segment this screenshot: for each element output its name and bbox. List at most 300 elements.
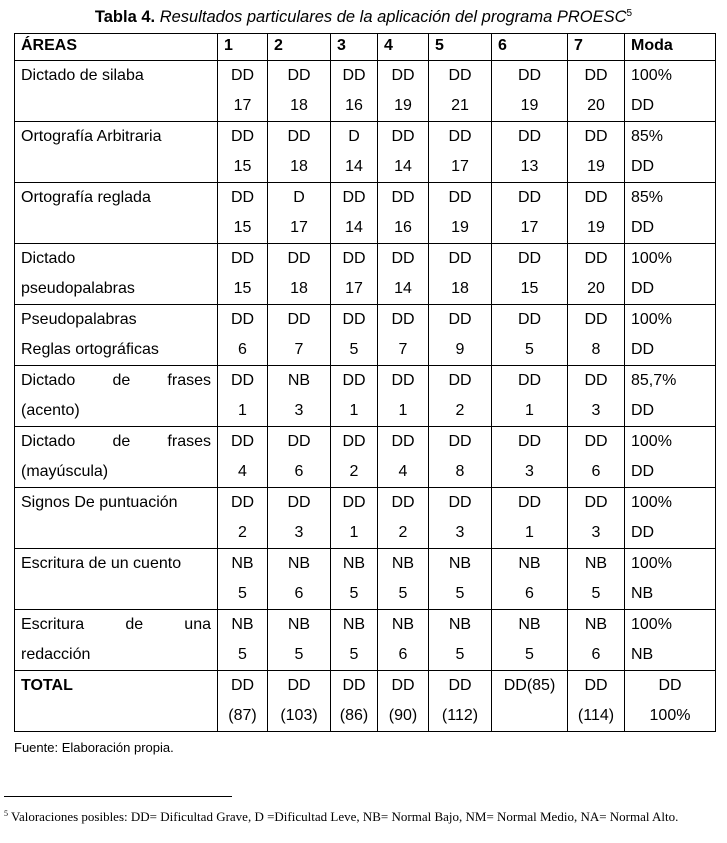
area-label-line: Dictado de frases <box>21 372 211 389</box>
cell-line: NB <box>584 616 608 633</box>
caption-separator: . <box>150 8 156 26</box>
value-cell <box>331 427 378 488</box>
table-row <box>15 549 716 610</box>
cell-line: DD <box>584 67 608 84</box>
total-value-cell <box>568 671 625 732</box>
cell-line: 6 <box>238 341 247 358</box>
cell-line: DD <box>287 677 311 694</box>
cell-line: DD <box>391 433 415 450</box>
cell-line: DD <box>517 189 542 206</box>
cell-line: 20 <box>587 280 605 297</box>
value-cell <box>378 427 429 488</box>
cell-line: DD <box>448 67 472 84</box>
cell-line: DD <box>584 128 608 145</box>
cell-line: 18 <box>290 97 308 114</box>
cell-line: DD <box>584 494 608 511</box>
value-cell <box>568 549 625 610</box>
cell-line: D <box>348 128 360 145</box>
cell-line: 4 <box>398 463 408 480</box>
area-cell <box>15 183 218 244</box>
cell-line: DD <box>517 128 542 145</box>
cell-line: DD <box>391 189 415 206</box>
total-value-cell <box>492 671 568 732</box>
value-cell <box>492 366 568 427</box>
value-cell <box>268 610 331 671</box>
cell-line: DD <box>448 372 472 389</box>
cell-line: DD <box>658 677 682 694</box>
source-note: Fuente: Elaboración propia. <box>14 740 174 755</box>
cell-line: 17 <box>451 158 469 175</box>
cell-line: DD <box>631 402 655 419</box>
cell-line: 1 <box>525 402 534 419</box>
cell-line: DD <box>448 128 472 145</box>
area-label-line: Escritura de una <box>21 616 211 633</box>
cell-line: DD <box>448 677 472 694</box>
table-row <box>15 610 716 671</box>
value-cell <box>268 305 331 366</box>
cell-line: NB <box>342 616 366 633</box>
cell-line: DD <box>230 677 255 694</box>
table-row <box>15 366 716 427</box>
value-cell <box>429 305 492 366</box>
cell-line: DD <box>342 189 366 206</box>
total-row <box>15 671 716 732</box>
area-label-line: (mayúscula) <box>21 463 109 480</box>
value-cell <box>331 305 378 366</box>
cell-line: (86) <box>339 707 369 724</box>
cell-line: 2 <box>349 463 359 480</box>
table-body <box>15 61 716 732</box>
value-cell <box>429 427 492 488</box>
cell-line: DD(85) <box>503 677 556 694</box>
cell-line: DD <box>517 494 542 511</box>
table-row <box>15 244 716 305</box>
value-cell <box>331 610 378 671</box>
cell-line: 3 <box>294 402 304 419</box>
cell-line: 5 <box>349 646 359 663</box>
area-label-line: Dictado <box>21 250 76 267</box>
cell-line: 85% <box>631 189 664 206</box>
cell-line: 1 <box>398 402 408 419</box>
cell-line: DD <box>230 311 255 328</box>
area-label-line: Ortografía Arbitraria <box>21 128 162 145</box>
value-cell <box>378 549 429 610</box>
value-cell <box>331 122 378 183</box>
area-cell <box>15 122 218 183</box>
cell-line: 5 <box>238 646 247 663</box>
cell-line: (114) <box>577 707 615 724</box>
area-label-line: Escritura de un cuento <box>21 555 182 572</box>
cell-line: 5 <box>398 585 408 602</box>
header-row <box>15 34 716 61</box>
area-cell <box>15 305 218 366</box>
total-label: TOTAL <box>15 671 218 732</box>
cell-line: DD <box>230 433 255 450</box>
cell-line: NB <box>631 646 654 663</box>
cell-line: DD <box>287 494 311 511</box>
moda-cell <box>625 488 716 549</box>
moda-cell <box>625 61 716 122</box>
header-col-1: 1 <box>218 34 268 61</box>
value-cell <box>568 122 625 183</box>
value-cell <box>218 427 268 488</box>
cell-line: 16 <box>394 219 412 236</box>
cell-line: DD <box>342 433 366 450</box>
cell-line: 17 <box>520 219 539 236</box>
header-areas: ÁREAS <box>15 34 218 61</box>
table-row <box>15 488 716 549</box>
cell-line: DD <box>584 433 608 450</box>
value-cell <box>492 305 568 366</box>
cell-line: 19 <box>451 219 469 236</box>
cell-line: 5 <box>591 585 601 602</box>
value-cell <box>378 488 429 549</box>
cell-line: 3 <box>525 463 534 480</box>
caption-label: Tabla 4 <box>94 8 151 26</box>
cell-line: 6 <box>294 585 304 602</box>
cell-line: 21 <box>451 97 469 114</box>
results-table <box>14 33 716 732</box>
value-cell <box>568 610 625 671</box>
value-cell <box>429 610 492 671</box>
cell-line: DD <box>391 128 415 145</box>
value-cell <box>568 366 625 427</box>
cell-line: 7 <box>294 341 304 358</box>
value-cell <box>218 183 268 244</box>
cell-line: 1 <box>349 524 359 541</box>
cell-line: 5 <box>349 341 359 358</box>
area-spacer <box>21 579 211 609</box>
cell-line: DD <box>391 311 415 328</box>
value-cell <box>378 366 429 427</box>
cell-line: DD <box>391 677 415 694</box>
cell-line: 3 <box>455 524 465 541</box>
cell-line: 6 <box>591 463 601 480</box>
cell-line: DD <box>230 250 255 267</box>
area-label-line: Pseudopalabras <box>21 311 137 328</box>
cell-line: DD <box>230 372 255 389</box>
cell-line: DD <box>342 250 366 267</box>
cell-line: DD <box>230 189 255 206</box>
area-label-line: pseudopalabras <box>21 280 135 297</box>
area-cell <box>15 244 218 305</box>
total-value-cell <box>268 671 331 732</box>
cell-line: 17 <box>233 97 252 114</box>
cell-line: DD <box>517 250 542 267</box>
value-cell <box>492 61 568 122</box>
cell-line: DD <box>584 189 608 206</box>
cell-line: NB <box>448 616 472 633</box>
cell-line: DD <box>342 677 366 694</box>
cell-line: NB <box>518 555 541 572</box>
value-cell <box>429 549 492 610</box>
value-cell <box>331 244 378 305</box>
cell-line: NB <box>287 616 311 633</box>
cell-line: 5 <box>455 646 465 663</box>
cell-line: DD <box>230 128 255 145</box>
area-label-line: (acento) <box>21 402 80 419</box>
value-cell <box>331 488 378 549</box>
area-spacer <box>21 213 211 243</box>
moda-cell <box>625 366 716 427</box>
cell-line: 100% <box>649 707 691 724</box>
header-col-7: 7 <box>568 34 625 61</box>
cell-line: DD <box>448 250 472 267</box>
value-cell <box>568 183 625 244</box>
value-cell <box>492 610 568 671</box>
value-cell <box>268 122 331 183</box>
cell-line: 85,7% <box>631 372 677 389</box>
cell-line: 17 <box>290 219 308 236</box>
cell-line: 18 <box>290 158 308 175</box>
cell-line: NB <box>391 555 415 572</box>
cell-line: NB <box>287 555 311 572</box>
header-col-4: 4 <box>378 34 429 61</box>
value-cell <box>378 610 429 671</box>
cell-line: DD <box>391 372 415 389</box>
value-cell <box>378 61 429 122</box>
cell-line: 19 <box>394 97 412 114</box>
cell-line: DD <box>342 372 366 389</box>
moda-cell <box>625 305 716 366</box>
cell-line: DD <box>391 494 415 511</box>
cell-line: (103) <box>280 707 318 724</box>
cell-line: DD <box>584 250 608 267</box>
cell-line: DD <box>342 311 366 328</box>
area-cell <box>15 549 218 610</box>
cell-line: 16 <box>345 97 363 114</box>
moda-cell <box>625 610 716 671</box>
cell-line: DD <box>631 219 655 236</box>
cell-line: 7 <box>398 341 408 358</box>
cell-line: 6 <box>294 463 304 480</box>
value-cell <box>378 244 429 305</box>
cell-line: 14 <box>394 280 412 297</box>
cell-line: 2 <box>455 402 465 419</box>
value-cell <box>268 183 331 244</box>
value-cell <box>568 427 625 488</box>
area-cell <box>15 488 218 549</box>
cell-line: DD <box>287 67 311 84</box>
cell-line: 6 <box>591 646 601 663</box>
cell-line: DD <box>631 463 655 480</box>
cell-line: 8 <box>591 341 601 358</box>
cell-line: 14 <box>394 158 412 175</box>
area-spacer <box>21 518 211 548</box>
cell-line: 2 <box>398 524 408 541</box>
cell-line: DD <box>448 494 472 511</box>
cell-line: DD <box>517 67 542 84</box>
value-cell <box>268 549 331 610</box>
cell-line: DD <box>631 524 655 541</box>
cell-line: 1 <box>238 402 247 419</box>
cell-line: NB <box>231 555 254 572</box>
value-cell <box>268 366 331 427</box>
area-label-line: Dictado de silaba <box>21 67 144 84</box>
value-cell <box>218 305 268 366</box>
area-spacer <box>21 152 211 182</box>
cell-line: 6 <box>398 646 408 663</box>
table-caption <box>0 4 727 27</box>
table-row <box>15 61 716 122</box>
header-col-6: 6 <box>492 34 568 61</box>
caption-footnote-mark: 5 <box>626 8 633 19</box>
cell-line: NB <box>391 616 415 633</box>
cell-line: 2 <box>238 524 247 541</box>
value-cell <box>492 244 568 305</box>
cell-line: 6 <box>525 585 534 602</box>
cell-line: DD <box>631 280 655 297</box>
cell-line <box>498 701 561 731</box>
cell-line: DD <box>230 67 255 84</box>
cell-line: 19 <box>520 97 539 114</box>
cell-line: 20 <box>587 97 605 114</box>
cell-line: 17 <box>345 280 363 297</box>
area-label-line: Reglas ortográficas <box>21 341 159 358</box>
value-cell <box>331 366 378 427</box>
cell-line: NB <box>342 555 366 572</box>
cell-line: DD <box>448 311 472 328</box>
value-cell <box>268 244 331 305</box>
value-cell <box>331 183 378 244</box>
cell-line: DD <box>391 250 415 267</box>
value-cell <box>492 122 568 183</box>
area-cell <box>15 610 218 671</box>
footnote-text: Valoraciones posibles: DD= Dificultad Grave, D =Dificultad Leve, NB= Normal Bajo, NM= Normal Medio, NA= Normal Alto. <box>8 809 679 824</box>
cell-line: DD <box>287 128 311 145</box>
area-cell <box>15 427 218 488</box>
cell-line: 8 <box>455 463 465 480</box>
area-label-line: Dictado de frases <box>21 433 211 450</box>
cell-line: NB <box>631 585 654 602</box>
cell-line: 13 <box>520 158 539 175</box>
value-cell <box>268 427 331 488</box>
cell-line: NB <box>584 555 608 572</box>
total-value-cell <box>429 671 492 732</box>
cell-line: 3 <box>591 402 601 419</box>
value-cell <box>218 61 268 122</box>
cell-line: DD <box>584 677 608 694</box>
cell-line: 3 <box>591 524 601 541</box>
total-value-cell <box>331 671 378 732</box>
header-col-5: 5 <box>429 34 492 61</box>
value-cell <box>378 305 429 366</box>
caption-title: Resultados particulares de la aplicación del programa PROESC <box>155 8 627 26</box>
cell-line: 19 <box>587 158 605 175</box>
cell-line: DD <box>517 372 542 389</box>
cell-line: (90) <box>388 707 418 724</box>
cell-line: 15 <box>233 158 252 175</box>
cell-line: 1 <box>525 524 534 541</box>
cell-line: 18 <box>290 280 308 297</box>
cell-line: 1 <box>349 402 359 419</box>
cell-line: 5 <box>455 585 465 602</box>
area-spacer <box>21 91 211 121</box>
area-label-line: redacción <box>21 646 91 663</box>
cell-line: DD <box>448 433 472 450</box>
cell-line: 5 <box>238 585 247 602</box>
cell-line: NB <box>287 372 311 389</box>
cell-line: DD <box>287 311 311 328</box>
cell-line: 100% <box>631 616 672 633</box>
cell-line: DD <box>342 494 366 511</box>
table-row <box>15 427 716 488</box>
value-cell <box>331 549 378 610</box>
cell-line: NB <box>448 555 472 572</box>
cell-line: 14 <box>345 219 363 236</box>
cell-line: 100% <box>631 311 672 328</box>
value-cell <box>429 61 492 122</box>
cell-line: DD <box>631 158 655 175</box>
area-label-line: Signos De puntuación <box>21 494 178 511</box>
value-cell <box>568 305 625 366</box>
cell-line: 3 <box>294 524 304 541</box>
cell-line: 5 <box>349 585 359 602</box>
cell-line: 100% <box>631 250 672 267</box>
cell-line: 14 <box>345 158 363 175</box>
moda-cell <box>625 122 716 183</box>
cell-line: 9 <box>455 341 465 358</box>
cell-line: 100% <box>631 494 672 511</box>
cell-line: 18 <box>451 280 469 297</box>
table-row <box>15 122 716 183</box>
cell-line: 15 <box>233 280 252 297</box>
cell-line: DD <box>287 433 311 450</box>
cell-line: DD <box>287 250 311 267</box>
value-cell <box>378 183 429 244</box>
value-cell <box>218 488 268 549</box>
cell-line: DD <box>342 67 366 84</box>
value-cell <box>492 427 568 488</box>
value-cell <box>568 488 625 549</box>
area-cell <box>15 61 218 122</box>
table-row <box>15 183 716 244</box>
cell-line: (87) <box>228 707 257 724</box>
value-cell <box>492 488 568 549</box>
cell-line: DD <box>517 311 542 328</box>
cell-line: 5 <box>525 341 534 358</box>
moda-cell <box>625 244 716 305</box>
table-row <box>15 305 716 366</box>
cell-line: 15 <box>520 280 539 297</box>
cell-line: 100% <box>631 433 672 450</box>
cell-line: DD <box>448 189 472 206</box>
footnote <box>4 806 720 825</box>
cell-line: 85% <box>631 128 664 145</box>
value-cell <box>218 122 268 183</box>
value-cell <box>331 61 378 122</box>
total-value-cell <box>218 671 268 732</box>
cell-line: 5 <box>294 646 304 663</box>
value-cell <box>218 244 268 305</box>
footnote-mark: 5 <box>4 809 8 818</box>
value-cell <box>218 549 268 610</box>
cell-line: 19 <box>587 219 605 236</box>
value-cell <box>378 122 429 183</box>
cell-line: D <box>293 189 305 206</box>
cell-line: 4 <box>238 463 247 480</box>
total-moda-cell <box>625 671 716 732</box>
total-value-cell <box>378 671 429 732</box>
value-cell <box>429 488 492 549</box>
value-cell <box>218 366 268 427</box>
value-cell <box>492 183 568 244</box>
cell-line: DD <box>230 494 255 511</box>
value-cell <box>268 488 331 549</box>
cell-line: DD <box>391 67 415 84</box>
cell-line: NB <box>231 616 254 633</box>
area-cell <box>15 366 218 427</box>
